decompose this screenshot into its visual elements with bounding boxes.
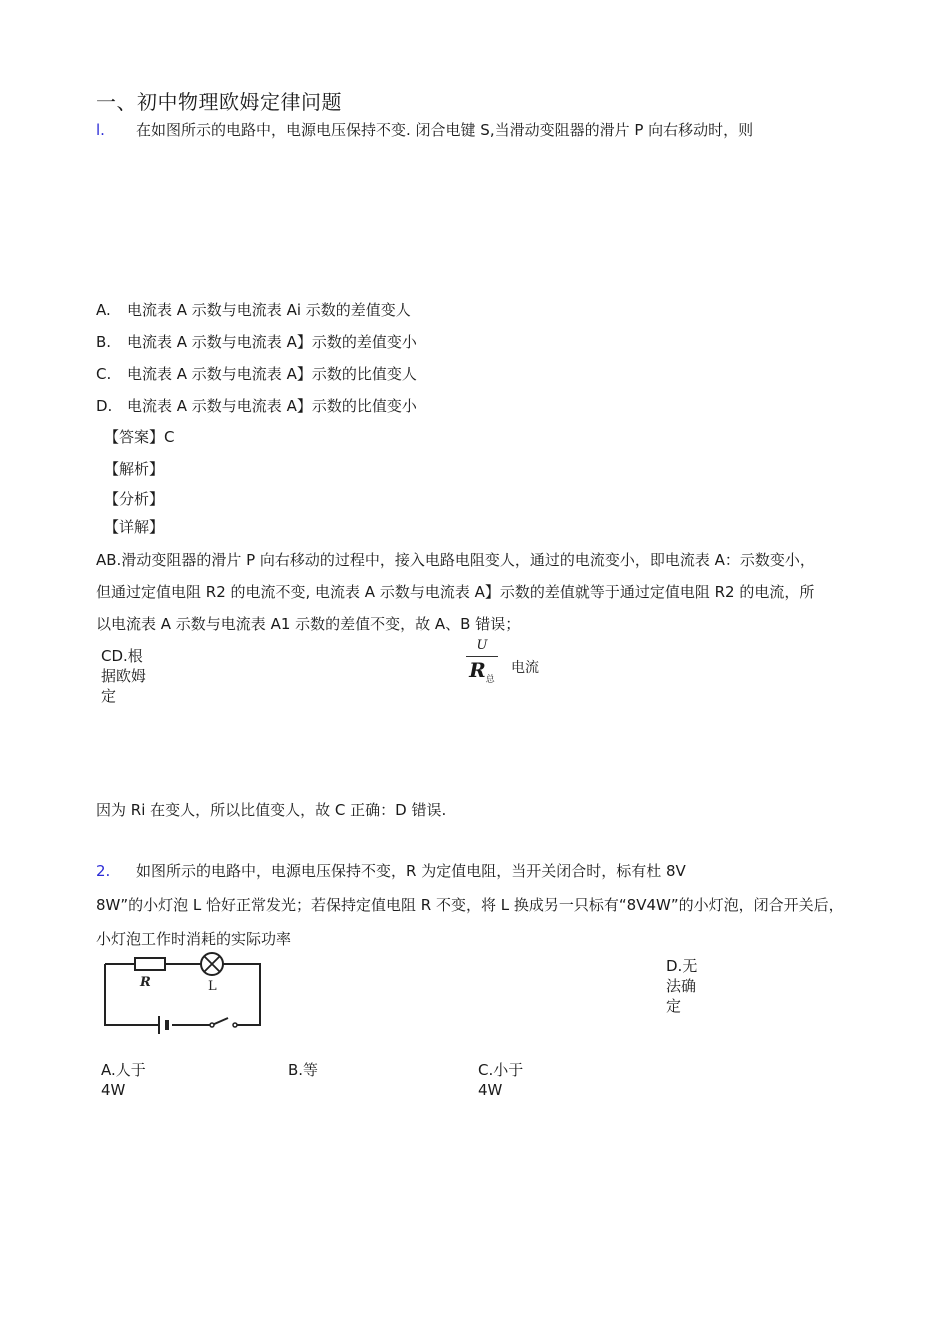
q1-conclusion: 因为 Ri 在变人，所以比值变人，故 C 正确：D 错误.	[96, 801, 447, 819]
formula-subscript: 总	[485, 675, 495, 685]
q1-option-c-label: C.	[96, 365, 112, 383]
analysis-heading: 【解析】	[104, 460, 165, 478]
question-2-line-3: 小灯泡工作时消耗的实际功率	[96, 930, 292, 948]
q1-option-d-text: 电流表 A 示数与电流表 A】示数的比值变小	[127, 397, 417, 415]
current-text: 电流	[511, 660, 539, 676]
detail-line-1: AB.滑动变阻器的滑片 P 向右移动的过程中，接入电路电阻变人，通过的电流变小，即电流表 A：示数变小，	[96, 551, 815, 569]
q2-option-a: A.人于 4W	[101, 1061, 146, 1099]
lamp-label: L	[208, 979, 217, 994]
formula-r: R	[469, 658, 486, 682]
q2-option-d: D.无法确定	[666, 957, 698, 1015]
q2-option-c: C.小于 4W	[478, 1061, 524, 1099]
q1-option-d-label: D.	[96, 397, 113, 415]
ohm-formula	[466, 638, 498, 691]
detail-heading: 【详解】	[104, 518, 165, 536]
q1-option-a-text: 电流表 A 示数与电流表 Ai 示数的差值变人	[127, 301, 411, 319]
answer-label: 【答案】C	[104, 428, 175, 446]
question-2-line-1: 如图所示的电路中，电源电压保持不变，R 为定值电阻，当开关闭合时，标有杜 8V	[136, 862, 686, 880]
resistor-symbol	[135, 958, 165, 970]
fenxi-heading: 【分析】	[104, 490, 165, 508]
question-1-text: 在如图所示的电路中，电源电压保持不变. 闭合电键 S,当滑动变阻器的滑片 P 向右移动时，则	[136, 121, 754, 139]
formula-denominator	[466, 659, 498, 691]
detail-line-3: 以电流表 A 示数与电流表 A1 示数的差值不变，故 A、B 错误；	[96, 615, 521, 633]
question-2-number: 2.	[96, 862, 111, 880]
lamp-symbol	[201, 953, 223, 975]
q1-option-a-label: A.	[96, 301, 111, 319]
q1-option-b-label: B.	[96, 333, 112, 351]
q1-option-b-text: 电流表 A 示数与电流表 A】示数的差值变小	[127, 333, 417, 351]
fraction-bar	[466, 656, 498, 657]
question-2-line-2: 8W”的小灯泡 L 恰好正常发光；若保持定值电阻 R 不变，将 L 换成另一只标有“8V4W”的小灯泡，闭合开关后，	[96, 896, 844, 914]
circuit-diagram	[100, 950, 265, 1030]
detail-line-2: 但通过定值电阻 R2 的电流不变, 电流表 A 示数与电流表 A】示数的差值就等于通过定值电阻 R2 的电流，所	[96, 583, 815, 601]
switch-symbol	[210, 1023, 237, 1027]
cd-text: CD.根据欧姆定	[101, 647, 147, 705]
resistor-label: R	[140, 975, 151, 990]
question-1-number: l.	[96, 121, 105, 139]
q2-option-b: B.等	[288, 1061, 319, 1079]
q1-option-c-text: 电流表 A 示数与电流表 A】示数的比值变人	[127, 365, 417, 383]
battery-symbol	[159, 1016, 167, 1034]
formula-numerator: U	[476, 638, 488, 653]
section-title: 一、初中物理欧姆定律问题	[96, 90, 342, 114]
